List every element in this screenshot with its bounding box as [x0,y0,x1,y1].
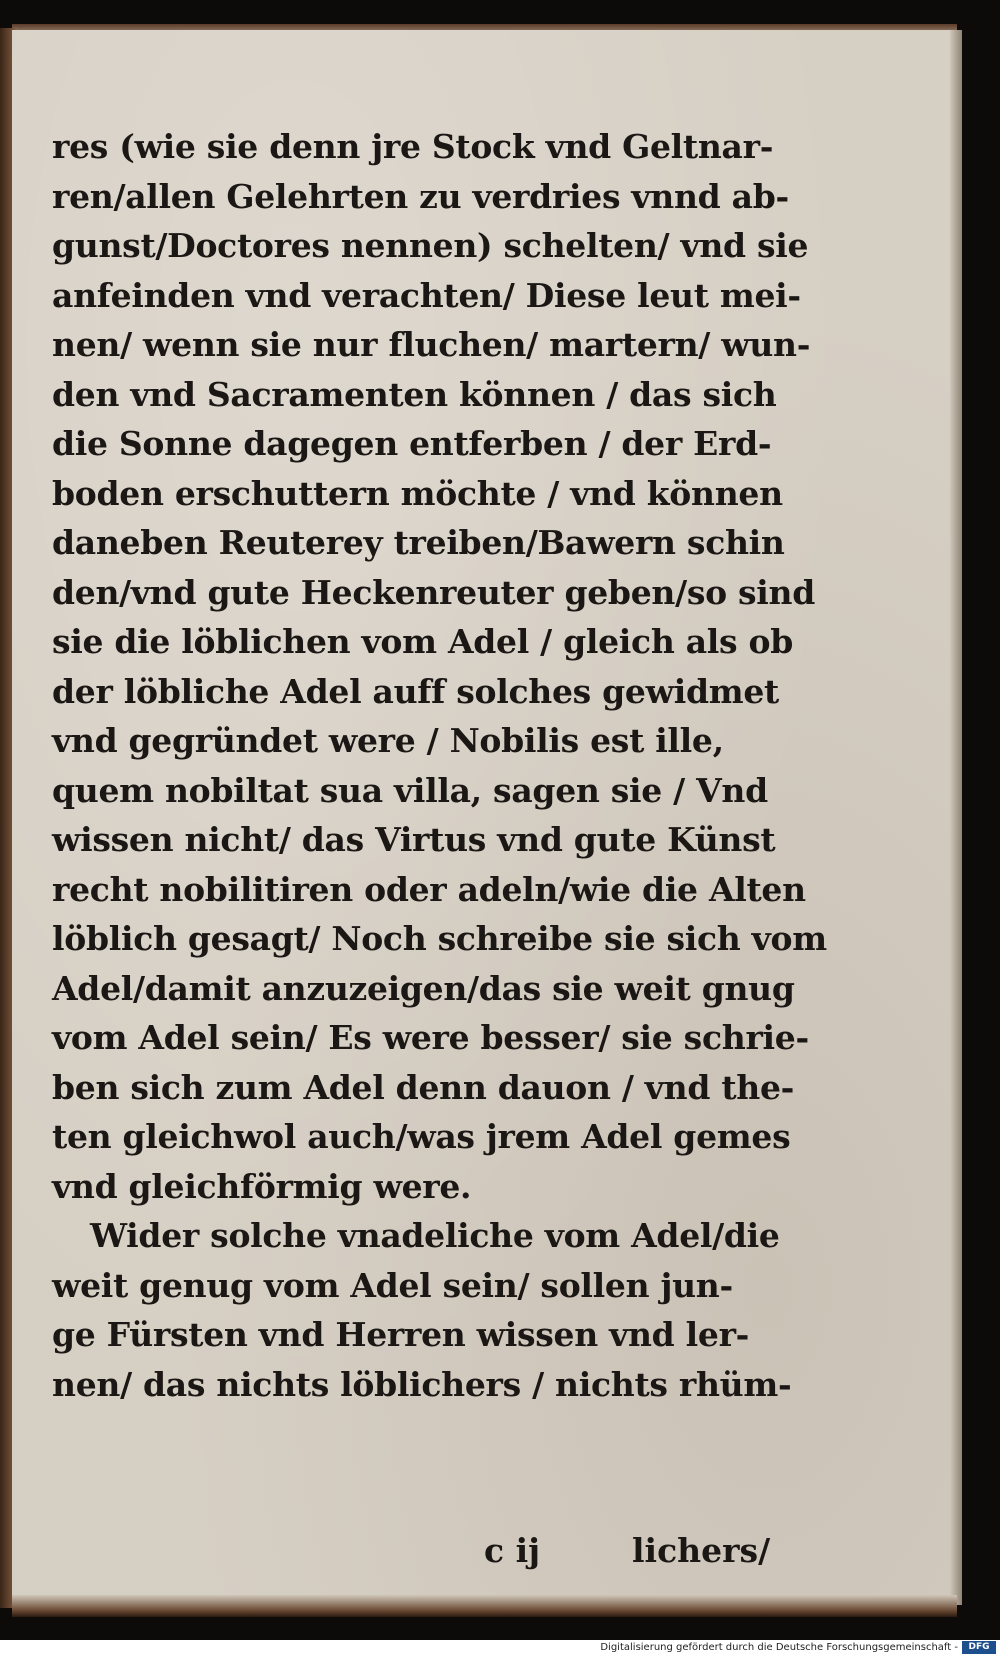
text-line: boden erschuttern möchte / vnd können [52,473,783,513]
text-line: sie die löblichen vom Adel / gleich als ob [52,622,793,661]
text-line: nen/ wenn sie nur fluchen/ martern/ wun- [52,325,811,364]
text-line: quem nobiltat sua villa, sagen sie / Vnd [52,770,768,810]
text-line: ten gleichwol auch/was jrem Adel gemes [52,1117,791,1156]
text-line: vnd gegründet were / Nobilis est ille, [52,721,724,760]
page-footer-line [52,1526,787,1576]
text-line: den vnd Sacramenten können / das sich [52,374,777,414]
book-page [12,30,957,1605]
digitization-credit-bar [0,1640,1000,1655]
text-line: anfeinden vnd verachten/ Diese leut mei- [52,275,801,315]
text-line: wissen nicht/ das Virtus vnd gute Künst [52,820,776,859]
text-line: daneben Reuterey treiben/Bawern schin [52,523,785,562]
text-line: recht nobilitiren oder adeln/wie die Alten [52,869,806,909]
signature-mark: c ij [484,1531,541,1570]
text-line: den/vnd gute Heckenreuter geben/so sind [52,572,815,612]
text-line: Adel/damit anzuzeigen/das sie weit gnug [52,968,795,1008]
text-line: res (wie sie denn jre Stock vnd Geltnar- [52,127,774,166]
text-line: Wider solche vnadeliche vom Adel/die [90,1216,780,1255]
text-line: vom Adel sein/ Es were besser/ sie schrie- [52,1018,809,1057]
text-line: ben sich zum Adel denn dauon / vnd the- [52,1067,795,1107]
text-line: ren/allen Gelehrten zu verdries vnnd ab- [52,176,789,216]
text-line: gunst/Doctores nennen) schelten/ vnd sie [52,226,809,265]
dfg-logo: DFG [962,1641,996,1654]
text-line: löblich gesagt/ Noch schreibe sie sich vom [52,919,827,958]
text-line: nen/ das nichts löblichers / nichts rhüm- [52,1364,792,1404]
text-line: ge Fürsten vnd Herren wissen vnd ler- [52,1315,750,1354]
text-line: vnd gleichförmig were. [52,1166,472,1206]
page-text [52,122,827,1570]
page-bottom-edge [12,1595,957,1617]
text-line: die Sonne dagegen entferben / der Erd- [52,424,772,463]
page-right-edge [950,30,962,1605]
digitization-credit: Digitalisierung gefördert durch die Deutsche Forschungsgemeinschaft - [600,1642,958,1653]
text-line: weit genug vom Adel sein/ sollen jun- [52,1265,733,1305]
catchword: lichers/ [632,1531,771,1570]
text-line: der löbliche Adel auff solches gewidmet [52,671,779,711]
